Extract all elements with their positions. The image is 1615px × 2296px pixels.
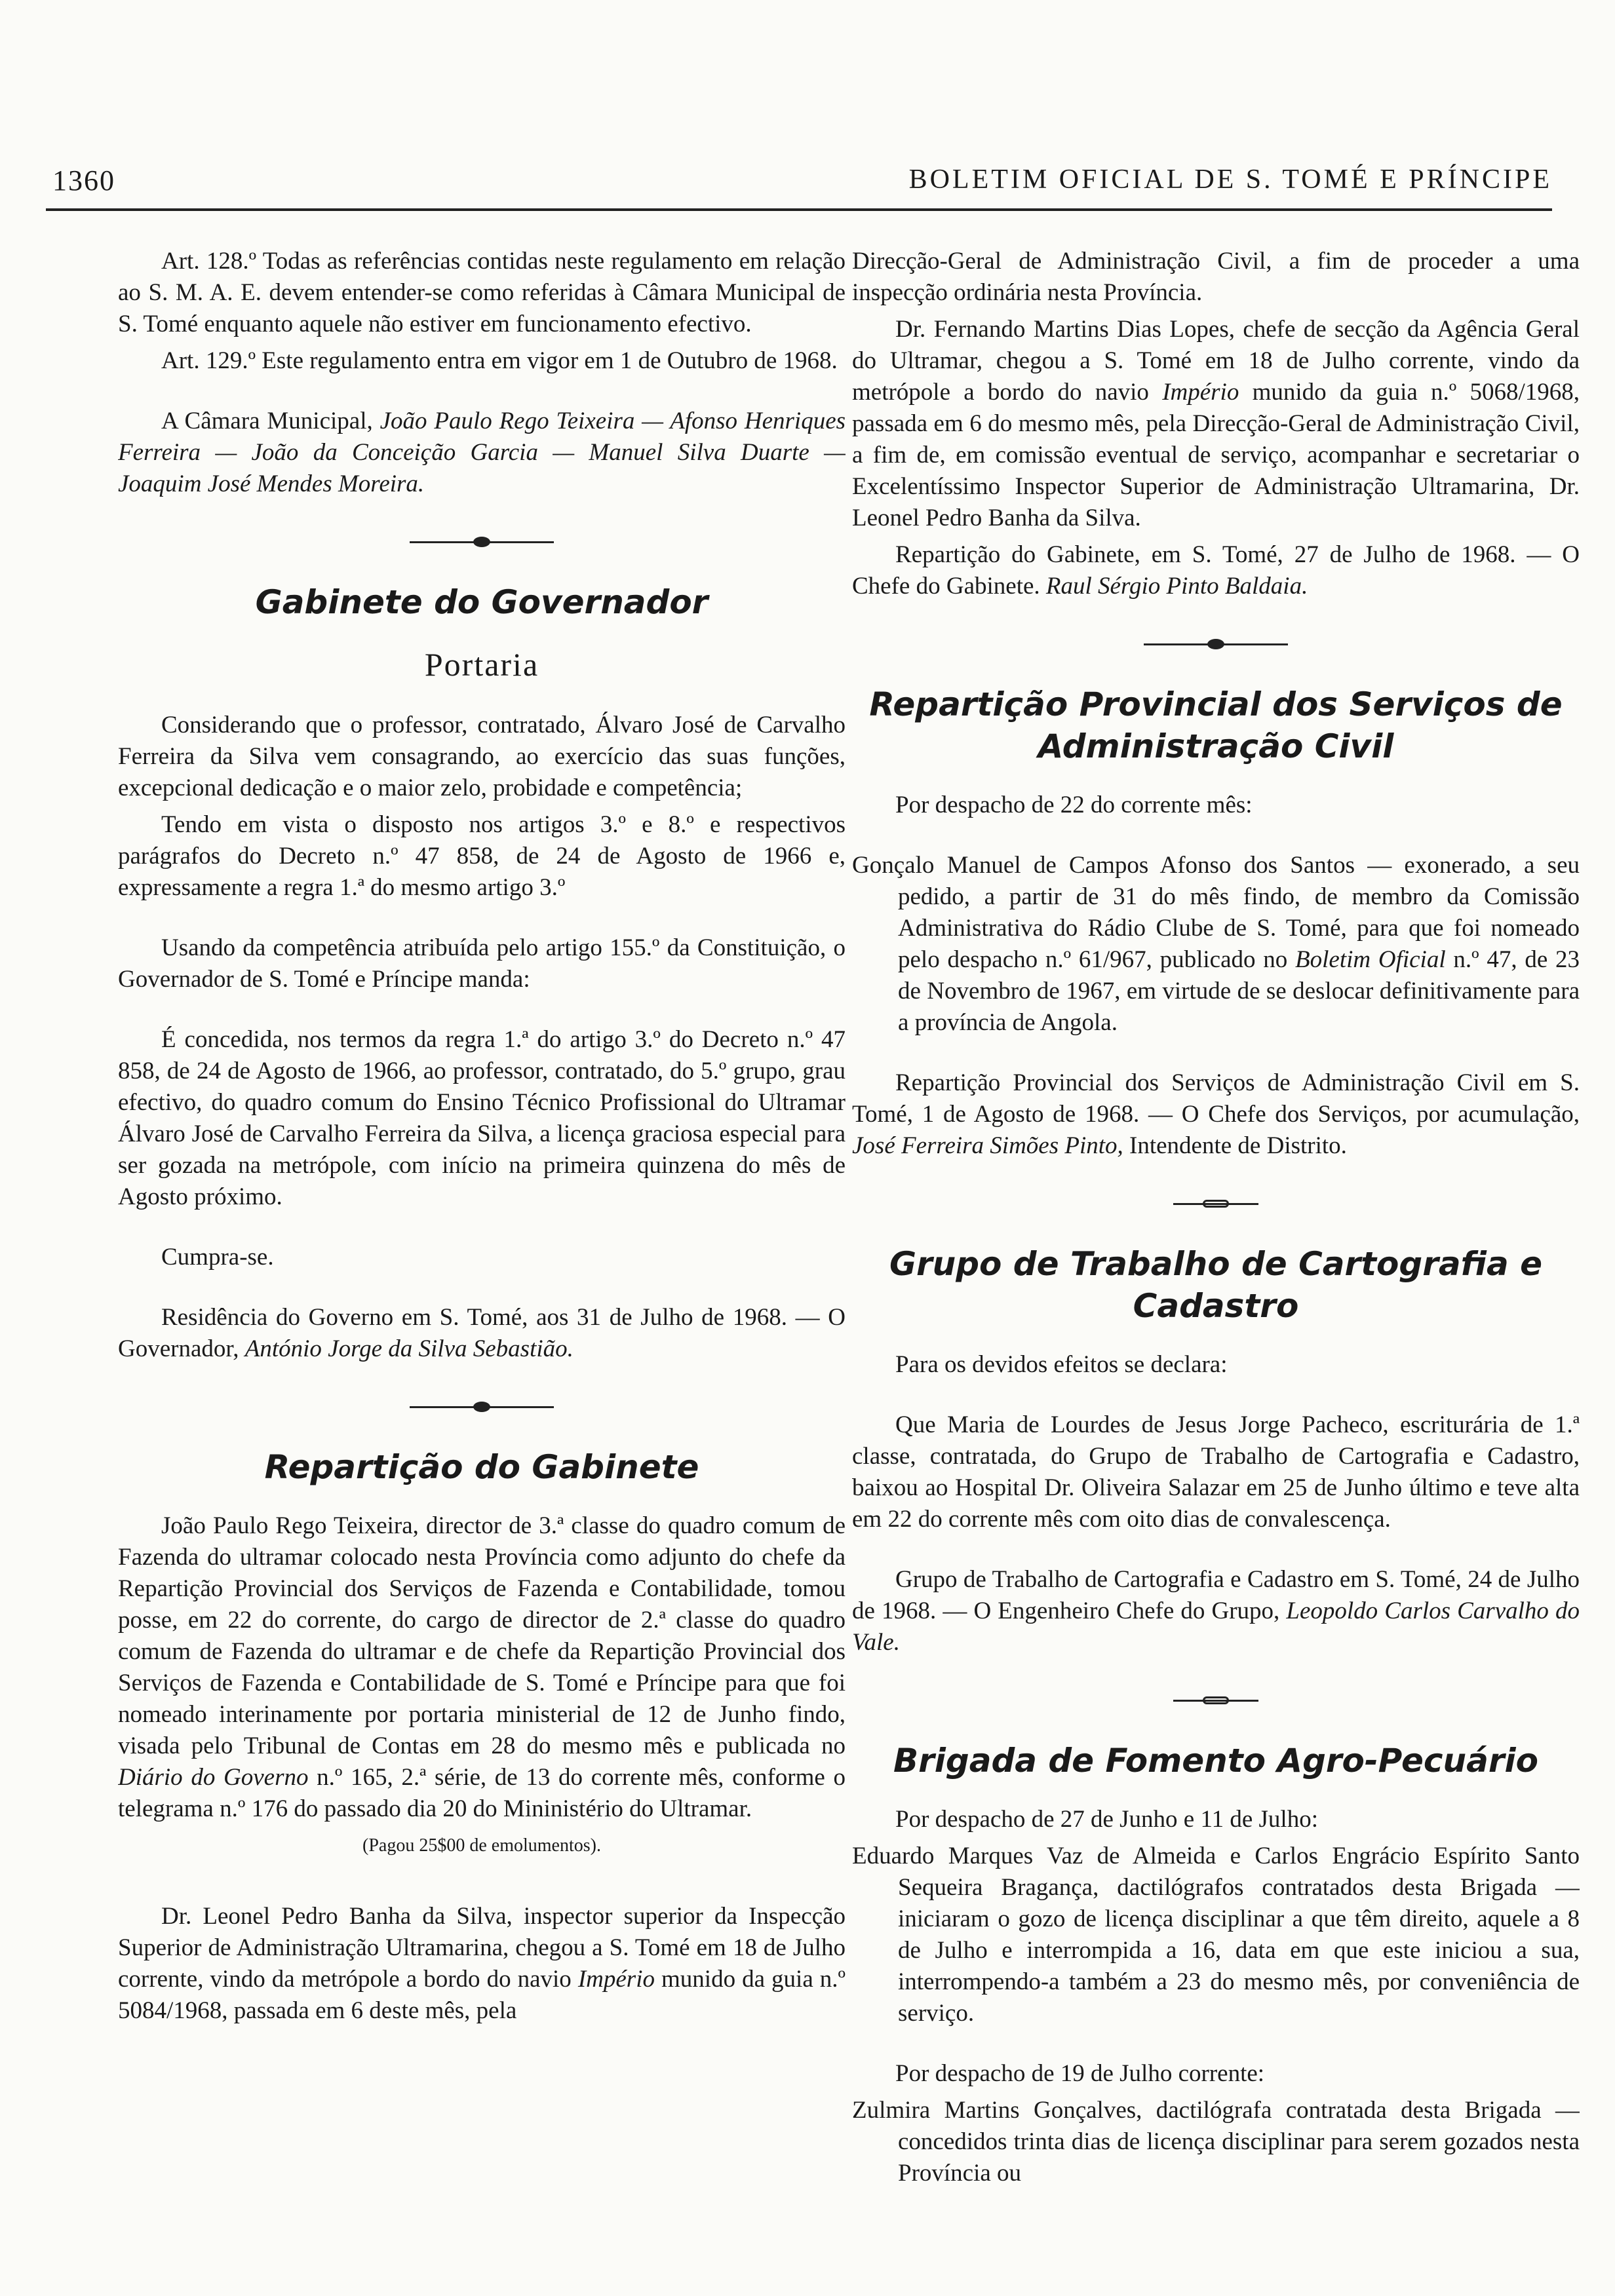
section-title-reparticao-gabinete: Repartição do Gabinete bbox=[264, 1448, 699, 1486]
notice-signature bbox=[852, 1067, 1580, 1162]
notice-emphasis: Boletim Oficial bbox=[1295, 946, 1446, 973]
portaria-paragraph: Considerando que o professor, contratado, Álvaro José de Carvalho Ferreira da Silva vem consagrando, ao exercício das suas funções, excepcional dedicação e o maior zelo, probidade e competência; bbox=[118, 712, 846, 801]
signature-text: Grupo de Trabalho de Cartografia e Cadastro em S. Tomé, 24 de Julho de 1968. — O Engenheiro Chefe do Grupo, bbox=[852, 1566, 1580, 1624]
notice-paragraph: Que Maria de Lourdes de Jesus Jorge Pacheco, escriturária de 1.ª classe, contratada, do Grupo de Trabalho de Cartografia e Cadastro, baixou ao Hospital Dr. Oliveira Salazar em 25 de Junho último e teve alta em 22 do corrente mês com oito dias de convalescença. bbox=[852, 1411, 1580, 1533]
section-title-administracao-civil: Repartição Provincial dos Serviços de Administração Civil bbox=[869, 685, 1563, 765]
notice-text: Gonçalo Manuel de Campos Afonso dos Santos — exonerado, a seu pedido, a partir de 31 do mês findo, de membro da Comissão Administrativa do Rádio Clube de S. Tomé, para que foi nomeado pelo despacho n.º 61/967, publicado no bbox=[852, 852, 1580, 973]
notice-text: munido da guia n.º 5068/1968, passada em 6 do mesmo mês, pela Direcção-Geral de Administração Civil, a fim de, em comissão eventual de serviço, acompanhar e secretariar o Excelentíssimo Inspector Superior de Administração Ultramarina, Dr. Leonel Pedro Banha da Silva. bbox=[852, 379, 1580, 531]
continued-paragraph: Direcção-Geral de Administração Civil, a fim de proceder a uma inspecção ordinária nesta Província. bbox=[852, 248, 1580, 306]
portaria-paragraph: Usando da competência atribuída pelo artigo 155.º da Constituição, o Governador de S. Tomé e Príncipe manda: bbox=[118, 934, 846, 993]
header-rule bbox=[46, 208, 1552, 211]
signature-title: Intendente de Distrito. bbox=[1129, 1132, 1347, 1159]
signature-name: António Jorge da Silva Sebastião. bbox=[244, 1335, 574, 1362]
notice-paragraph: Zulmira Martins Gonçalves, dactilógrafa contratada desta Brigada — concedidos trinta dias de licença disciplinar para serem gozados nesta Província ou bbox=[852, 2097, 1580, 2187]
notice-emphasis: Diário do Governo bbox=[118, 1764, 309, 1791]
left-column bbox=[118, 246, 846, 2257]
section-title-cartografia: Grupo de Trabalho de Cartografia e Cadastro bbox=[889, 1245, 1543, 1325]
section-divider bbox=[852, 1687, 1580, 1713]
notice-paragraph: Para os devidos efeitos se declara: bbox=[895, 1351, 1228, 1378]
notice-text: n.º 165, 2.ª série, de 13 do corrente mês, conforme o telegrama n.º 176 do passado dia 20 do Mininistério do Ultramar. bbox=[118, 1764, 846, 1822]
page-number: 1360 bbox=[52, 164, 115, 197]
notice-emphasis: Império bbox=[577, 1966, 655, 1993]
signature-name: José Ferreira Simões Pinto, bbox=[852, 1132, 1123, 1159]
despacho-line: Por despacho de 27 de Junho e 11 de Julho: bbox=[895, 1806, 1318, 1833]
despacho-line: Por despacho de 22 do corrente mês: bbox=[895, 792, 1253, 818]
signature-text: Repartição do Gabinete, em S. Tomé, 27 de Julho de 1968. — O Chefe do Gabinete. bbox=[852, 541, 1580, 600]
publication-title: BOLETIM OFICIAL DE S. TOMÉ E PRÍNCIPE bbox=[908, 164, 1552, 195]
notice-emphasis: Império bbox=[1162, 379, 1239, 406]
notice-text: Dr. Leonel Pedro Banha da Silva, inspector superior da Inspecção Superior de Administração Ultramarina, chegou a S. Tomé em 18 de Julho corrente, vindo da metrópole a bordo do navio bbox=[118, 1903, 846, 1993]
portaria-signature bbox=[118, 1302, 846, 1365]
notice-paragraph bbox=[118, 1510, 846, 1825]
notice-paragraph bbox=[118, 1901, 846, 2027]
signature-text: Residência do Governo em S. Tomé, aos 31 de Julho de 1968. — O Governador, bbox=[118, 1304, 846, 1362]
section-divider bbox=[852, 1191, 1580, 1217]
section-title-brigada: Brigada de Fomento Agro-Pecuário bbox=[893, 1742, 1538, 1780]
camara-signatories bbox=[118, 406, 846, 500]
notice-text: João Paulo Rego Teixeira, director de 3.ª classe do quadro comum de Fazenda do ultramar colocado nesta Província como adjunto do chefe da Repartição Provincial dos Serviços de Fazenda e Contabilidade, tomou posse, em 22 do corrente, do cargo de director de 2.ª classe do quadro comum de Fazenda do ultramar e de chefe da Repartição Provincial dos Serviços de Fazenda e Contabilidade de S. Tomé e Príncipe para que foi nomeado interinamente por portaria ministerial de 12 de Junho findo, visada pelo Tribunal de Contas em 28 do mesmo mês e publicada no bbox=[118, 1512, 846, 1759]
portaria-title: Portaria bbox=[424, 646, 539, 683]
article-129: Art. 129.º Este regulamento entra em vigor em 1 de Outubro de 1968. bbox=[161, 347, 838, 374]
notice-paragraph bbox=[852, 850, 1580, 1039]
notice-signature bbox=[852, 539, 1580, 602]
notice-signature bbox=[852, 1564, 1580, 1658]
notice-text: n.º 47, de 23 de Novembro de 1967, em virtude de se deslocar definitivamente para a província de Angola. bbox=[898, 946, 1580, 1036]
portaria-paragraph: É concedida, nos termos da regra 1.ª do artigo 3.º do Decreto n.º 47 858, de 24 de Agosto de 1966, ao professor, contratado, do 5.º grupo, grau efectivo, do quadro comum do Ensino Técnico Profissional do Ultramar Álvaro José de Carvalho Ferreira da Silva, a licença graciosa especial para ser gozada na metrópole, com início na primeira quinzena do mês de Agosto próximo. bbox=[118, 1026, 846, 1210]
portaria-paragraph: Tendo em vista o disposto nos artigos 3.º e 8.º e respectivos parágrafos do Decreto n.º 47 858, de 24 de Agosto de 1966 e, expressamente a regra 1.ª do mesmo artigo 3.º bbox=[118, 811, 846, 901]
right-column bbox=[852, 246, 1580, 2257]
section-divider bbox=[118, 529, 846, 555]
section-divider bbox=[852, 631, 1580, 657]
notice-text: Dr. Fernando Martins Dias Lopes, chefe de secção da Agência Geral do Ultramar, chegou a S. Tomé em 18 de Julho corrente, vindo da metrópole a bordo do navio bbox=[852, 316, 1580, 406]
page-header bbox=[0, 144, 1615, 203]
portaria-paragraph: Cumpra-se. bbox=[161, 1244, 274, 1271]
despacho-line: Por despacho de 19 de Julho corrente: bbox=[895, 2060, 1265, 2087]
notice-paragraph bbox=[852, 314, 1580, 534]
notice-paragraph: Eduardo Marques Vaz de Almeida e Carlos Engrácio Espírito Santo Sequeira Bragança, dactilógrafos contratados desta Brigada — iniciaram o gozo de licença disciplinar a que têm direito, aquele a 8 de Julho e interrompida a 16, data em que este iniciou a sua, interrompendo-a também a 23 do mesmo mês, por conveniência de serviço. bbox=[852, 1843, 1580, 2027]
camara-names: João Paulo Rego Teixeira — Afonso Henriques Ferreira — João da Conceição Garcia — Manuel Silva Duarte — Joaquim José Mendes Moreira. bbox=[118, 408, 846, 497]
signature-name: Raul Sérgio Pinto Baldaia. bbox=[1045, 573, 1308, 600]
camara-lead: A Câmara Municipal, bbox=[161, 408, 373, 434]
notice-text: munido da guia n.º 5084/1968, passada em 6 deste mês, pela bbox=[118, 1966, 846, 2024]
article-128: Art. 128.º Todas as referências contidas neste regulamento em relação ao S. M. A. E. devem entender-se como referidas à Câmara Municipal de S. Tomé enquanto aquele não estiver em funcionamento efectivo. bbox=[118, 248, 846, 337]
section-title-gabinete: Gabinete do Governador bbox=[255, 583, 709, 621]
section-divider bbox=[118, 1394, 846, 1420]
emolument-note: (Pagou 25$00 de emolumentos). bbox=[362, 1835, 601, 1856]
signature-name: Leopoldo Carlos Carvalho do Vale. bbox=[852, 1598, 1580, 1656]
signature-text: Repartição Provincial dos Serviços de Administração Civil em S. Tomé, 1 de Agosto de 1968. — O Chefe dos Serviços, por acumulação, bbox=[852, 1069, 1580, 1128]
